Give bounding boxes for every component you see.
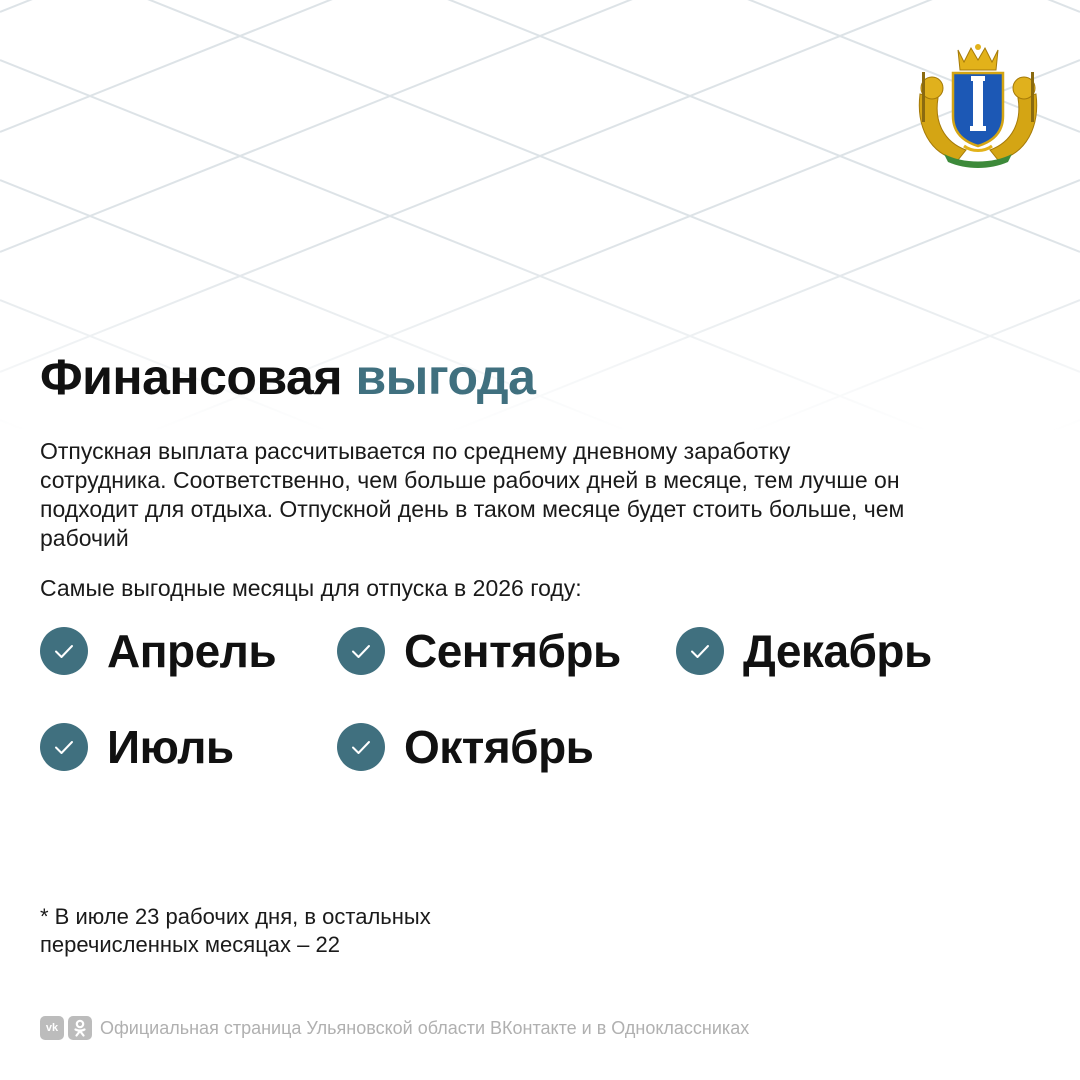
odnoklassniki-icon[interactable]: [68, 1016, 92, 1040]
month-item-april: [40, 624, 276, 678]
footer-text: Официальная страница Ульяновской области ВКонтакте и в Одноклассниках: [100, 1017, 750, 1038]
coat-of-arms-icon: [908, 42, 1048, 172]
grid-line: [0, 0, 1080, 12]
footnote-line-2: перечисленных месяцах – 22: [40, 932, 340, 957]
month-item-december: [676, 624, 932, 678]
check-icon: [676, 627, 724, 675]
month-label: Апрель: [107, 625, 277, 677]
footnote: [40, 903, 431, 959]
check-icon: [40, 723, 88, 771]
footer: [40, 1016, 749, 1040]
check-icon: [40, 627, 88, 675]
lead-paragraph: Отпускная выплата рассчитывается по среднему дневному заработку сотрудника. Соответственно, чем больше рабочих дней в месяце, тем лучше он подходит для отдыха. Отпускной день в таком месяце будет стоить больше, чем рабочий: [40, 438, 905, 551]
vk-icon[interactable]: [40, 1016, 64, 1040]
title-accent: выгода: [355, 349, 536, 405]
page-title: [40, 348, 535, 406]
check-icon: [337, 627, 385, 675]
month-item-july: [40, 720, 234, 774]
month-label: Октябрь: [404, 721, 594, 773]
month-label: Сентябрь: [404, 625, 621, 677]
month-item-september: [337, 624, 621, 678]
month-label: Декабрь: [743, 625, 932, 677]
month-item-october: [337, 720, 593, 774]
check-icon: [337, 723, 385, 771]
month-label: Июль: [107, 721, 234, 773]
title-main: Финансовая: [40, 349, 343, 405]
vk-icon-label: vk: [45, 1022, 59, 1034]
footnote-line-1: * В июле 23 рабочих дня, в остальных: [40, 904, 431, 929]
grid-line: [0, 0, 1080, 12]
months-intro: Самые выгодные месяцы для отпуска в 2026 году:: [40, 575, 582, 601]
